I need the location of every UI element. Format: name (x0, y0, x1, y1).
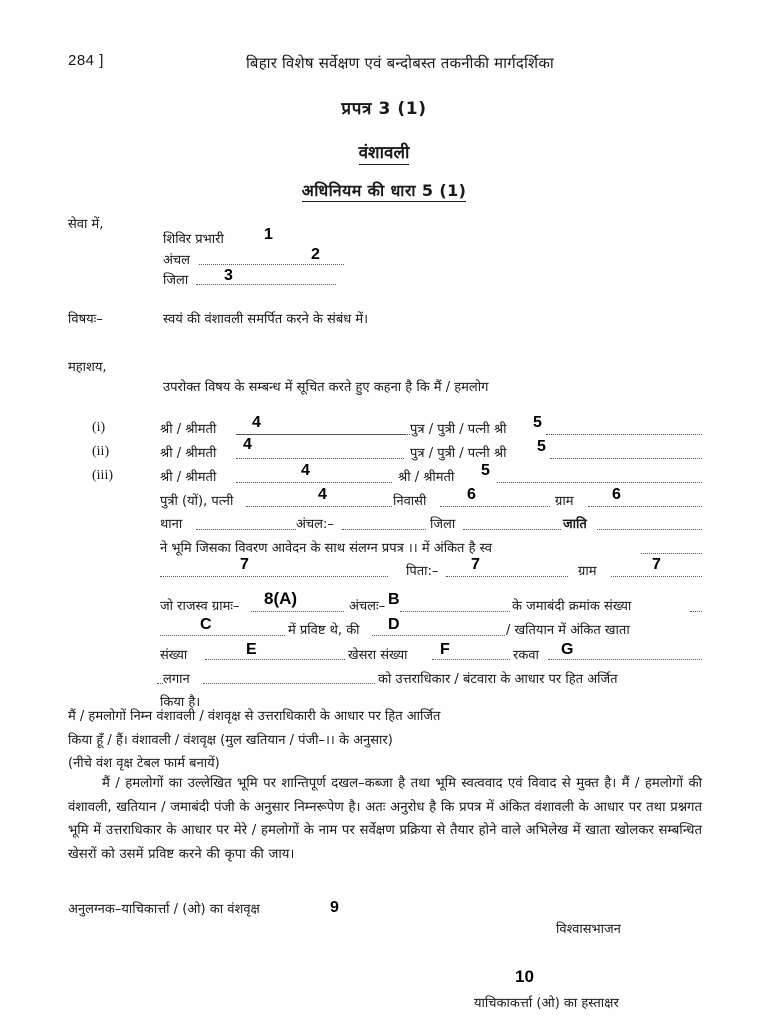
cont-label-caste: जाति (563, 517, 587, 532)
fill-line-cont4-a[interactable] (160, 576, 388, 577)
land-label-number: संख्या (160, 648, 188, 663)
fill-line-jamabandi[interactable] (690, 611, 702, 612)
page-number: 284 ] (68, 52, 104, 69)
declaration-line-2: किया हूँ / हैं। वंशावली / वंशवृक्ष (मुल खतियान / पंजी–।। के अनुसार) (68, 732, 393, 748)
page-header (0, 52, 768, 80)
fill-line-ii-left[interactable] (236, 458, 404, 459)
fill-line-f[interactable] (432, 659, 510, 660)
cont-text-land-description: ने भूमि जिसका विवरण आवेदन के साथ संलग्न प्रपत्र ।। में अंकित है स्व (160, 541, 492, 556)
form-subtitle: अधिनियम की धारा 5 (1) (301, 181, 467, 200)
fill-line-rent[interactable] (203, 683, 375, 684)
signature-label: याचिकाकर्त्ता (ओ) का हस्ताक्षर (474, 996, 619, 1011)
cont-label-father: पिता:– (406, 564, 439, 579)
fill-line-e[interactable] (205, 659, 345, 660)
marker-b: B (388, 591, 400, 608)
fill-line-deceased[interactable] (641, 553, 702, 554)
land-label-jamabandi: के जमाबंदी क्रमांक संख्या (512, 599, 632, 614)
roman-numeral-i: (i) (92, 420, 106, 435)
fill-line-resident[interactable] (440, 506, 550, 507)
declaration-block (68, 705, 700, 776)
marker-e: E (246, 641, 257, 658)
fill-line-ii-right[interactable] (550, 458, 702, 459)
fill-line-daughter-wife[interactable] (246, 506, 392, 507)
fill-line-father[interactable] (446, 576, 568, 577)
marker-2: 2 (311, 246, 320, 263)
attachment-note: अनुलग्नक–याचिकार्त्ता / (ओ) का वंशवृक्ष (68, 902, 260, 917)
cont-label-circle: अंचल:– (296, 517, 334, 532)
roman-numeral-ii: (ii) (92, 444, 110, 459)
applicant-label-i-left: श्री / श्रीमती (160, 422, 217, 437)
cont-label-village: ग्राम (555, 494, 574, 509)
land-label-inheritance: को उत्तराधिकार / बंटवारा के आधार पर हित अर्जित (378, 672, 618, 687)
cont-label-village-2: ग्राम (578, 564, 597, 579)
marker-cont4-a: 7 (240, 556, 249, 573)
applicant-label-ii-left: श्री / श्रीमती (160, 446, 217, 461)
marker-10: 10 (515, 967, 534, 986)
fill-line-rent-pre[interactable] (157, 683, 163, 684)
form-title: वंशावली (358, 143, 410, 163)
fill-line-district-2[interactable] (463, 529, 561, 530)
land-label-circle: अंचलः– (349, 599, 386, 614)
cont-label-resident: निवासी (393, 494, 427, 509)
recipient-line-circle: अंचल (163, 253, 191, 268)
recipient-line-district: जिला (163, 273, 189, 288)
marker-9: 9 (330, 899, 339, 916)
marker-i-left: 4 (252, 414, 261, 431)
fill-line-g[interactable] (548, 659, 702, 660)
cont-label-police-station: थाना (160, 517, 183, 532)
marker-c: C (200, 616, 212, 633)
declaration-line-1: मैं / हमलोगों निम्न वंशावली / वंशवृक्ष से उत्तराधिकारी के आधार पर हित आर्जित (68, 709, 441, 724)
roman-numeral-iii: (iii) (92, 468, 113, 483)
recipient-line-camp-officer: शिविर प्रभारी (163, 232, 224, 247)
marker-iii-left: 4 (301, 462, 310, 479)
marker-cont1-a: 4 (318, 486, 327, 503)
fill-line-village-2[interactable] (611, 576, 702, 577)
marker-cont4-b: 7 (471, 556, 480, 573)
fill-line-district[interactable] (196, 284, 336, 285)
fill-line-iii-left[interactable] (236, 482, 392, 483)
main-paragraph-text: मैं / हमलोगों का उल्लेखित भूमि पर शान्तिपूर्ण दखल–कब्जा है तथा भूमि स्वत्ववाद एवं विवाद से मुक्त है। मैं / हमलोगों की वंशावली, खतियान / जमाबंदी पंजी के अनुसार निम्नरूपेण है। अतः अनुरोध है कि प्रपत्र में अंकित वंशावली के आधार पर तथा प्रश्नगत भूमि में उत्तराधिकार के आधार पर मेरे / हमलोगों के नाम पर सर्वेक्षण प्रक्रिया से तैयार होने वाले अभिलेख में खाता खोलकर सम्बन्धित खेसरों को उसमें प्रविष्ट करने की कृपा की जाय। (68, 776, 702, 862)
applicant-label-iii-right: श्री / श्रीमती (398, 470, 455, 485)
marker-d: D (388, 616, 400, 633)
land-label-rent: लगान (163, 672, 190, 687)
land-line-done: किया है। (160, 695, 201, 710)
fill-line-land-circle[interactable] (400, 611, 510, 612)
book-title: बिहार विशेष सर्वेक्षण एवं बन्दोबस्त तकनीकी मार्गदर्शिका (246, 54, 554, 72)
marker-1: 1 (264, 226, 273, 243)
marker-cont1-c: 6 (612, 486, 621, 503)
marker-ii-left: 4 (243, 436, 252, 453)
salutation-greeting: महाशय, (68, 360, 107, 375)
marker-i-right: 5 (533, 414, 542, 431)
fill-line-d[interactable] (372, 635, 505, 636)
subject-text: स्वयं की वंशावली समर्पित करने के संबंध में। (163, 312, 369, 327)
declaration-line-3: (नीचे वंश वृक्ष टेबल फार्म बनायें) (68, 756, 220, 771)
marker-g: G (561, 641, 574, 658)
land-label-area: रकवा (513, 648, 539, 663)
marker-f: F (440, 641, 450, 658)
to-label: सेवा में, (68, 217, 104, 232)
marker-cont1-b: 6 (467, 486, 476, 503)
fill-line-caste[interactable] (597, 529, 702, 530)
fill-line-i-right[interactable] (546, 434, 702, 435)
land-label-khatiyan: / खतियान में अंकित खाता (506, 623, 630, 638)
fill-line-circle-2[interactable] (342, 529, 426, 530)
applicant-label-ii-right: पुत्र / पुत्री / पत्नी श्री (410, 446, 507, 461)
cont-label-district: जिला (430, 517, 456, 532)
marker-3: 3 (224, 267, 233, 284)
land-label-entered: में प्रविष्ट थे, की (288, 623, 360, 638)
subject-label: विषयः– (68, 312, 103, 327)
cont-label-daughter-wife: पुत्री (यों), पत्नी (160, 494, 234, 509)
applicant-label-i-right: पुत्र / पुत्री / पत्नी श्री (410, 422, 507, 437)
fill-line-village[interactable] (588, 506, 702, 507)
salutation-opening: उपरोक्त विषय के सम्बन्ध में सूचित करते हुए कहना है कि मैं / हमलोग (163, 380, 489, 395)
fill-line-i-left-dots[interactable] (300, 434, 410, 435)
land-label-revenue-village: जो राजस्व ग्रामः– (160, 599, 240, 614)
marker-8a: 8(A) (264, 589, 298, 608)
fill-line-c[interactable] (160, 635, 285, 636)
marker-cont4-c: 7 (652, 556, 661, 573)
form-number: प्रपत्र 3 (1) (341, 99, 427, 119)
marker-iii-right: 5 (481, 462, 490, 479)
fill-line-revenue-village[interactable] (251, 611, 344, 612)
applicant-label-iii-left: श्री / श्रीमती (160, 470, 217, 485)
main-paragraph (68, 772, 702, 866)
fill-line-police-station[interactable] (196, 529, 296, 530)
closing-salutation: विश्वासभाजन (556, 922, 621, 937)
fill-line-circle[interactable] (199, 264, 344, 265)
land-label-khesra: खेसरा संख्या (348, 648, 408, 663)
fill-line-iii-right[interactable] (497, 482, 702, 483)
marker-ii-right: 5 (537, 438, 546, 455)
